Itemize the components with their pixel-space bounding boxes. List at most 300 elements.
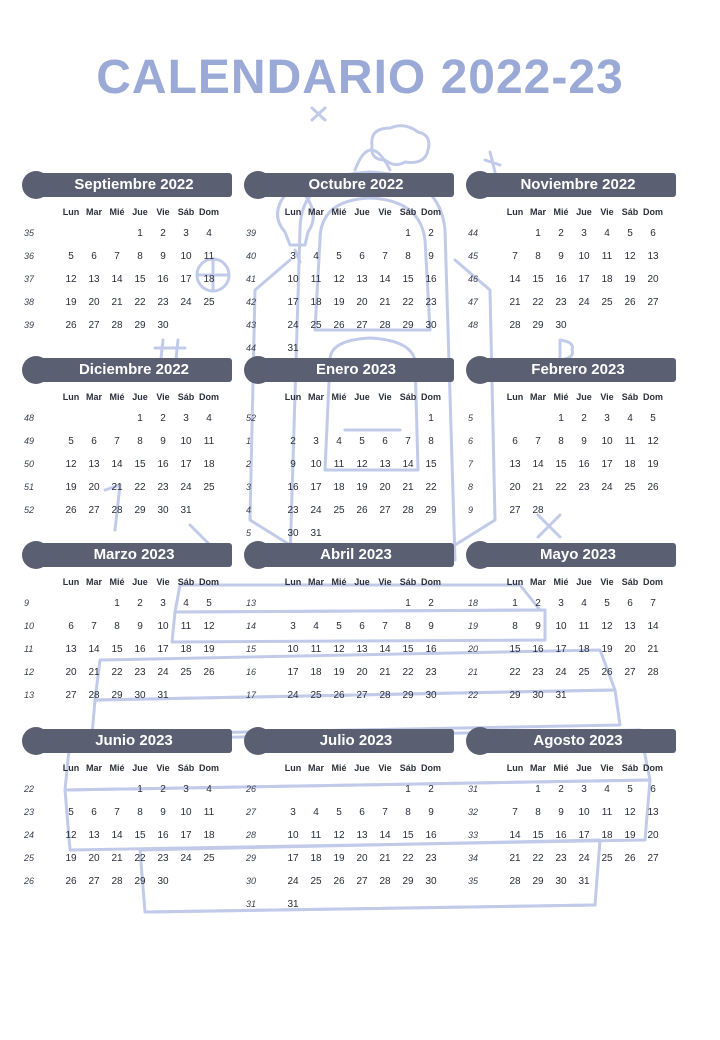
month-circle-marker bbox=[466, 171, 494, 199]
weekday-label: Vie bbox=[156, 577, 170, 587]
week-number: 35 bbox=[24, 228, 35, 238]
day-cell: 15 bbox=[111, 644, 123, 655]
day-cell: 6 bbox=[359, 251, 365, 262]
day-cell: 3 bbox=[183, 228, 189, 239]
day-cell: 10 bbox=[555, 621, 567, 632]
week-number: 52 bbox=[246, 413, 257, 423]
weekday-label: Lun bbox=[284, 763, 302, 773]
day-cell: 8 bbox=[137, 251, 143, 262]
month-block bbox=[22, 173, 234, 343]
day-cell: 2 bbox=[428, 784, 434, 795]
day-cell: 1 bbox=[405, 228, 411, 239]
day-cell: 23 bbox=[157, 853, 169, 864]
month-block bbox=[466, 543, 678, 713]
day-cell: 4 bbox=[581, 598, 587, 609]
day-cell: 18 bbox=[578, 644, 590, 655]
day-cell: 16 bbox=[157, 830, 169, 841]
day-cell: 10 bbox=[287, 274, 299, 285]
week-number: 48 bbox=[468, 320, 479, 330]
day-cell: 4 bbox=[336, 436, 342, 447]
day-cell: 28 bbox=[647, 667, 659, 678]
day-cell: 15 bbox=[402, 644, 414, 655]
day-cell: 19 bbox=[356, 482, 368, 493]
day-cell: 5 bbox=[336, 251, 342, 262]
week-number: 22 bbox=[468, 690, 479, 700]
weekday-label: Lun bbox=[284, 577, 302, 587]
day-cell: 7 bbox=[382, 807, 388, 818]
day-cell: 9 bbox=[581, 436, 587, 447]
day-cell: 23 bbox=[287, 505, 299, 516]
day-cell: 28 bbox=[379, 320, 391, 331]
day-cell: 30 bbox=[555, 320, 567, 331]
day-cell: 12 bbox=[333, 274, 345, 285]
day-cell: 8 bbox=[512, 621, 518, 632]
month-circle-marker bbox=[22, 727, 50, 755]
month-block bbox=[466, 173, 678, 343]
brain-sketch bbox=[372, 126, 429, 165]
day-cell: 18 bbox=[333, 482, 345, 493]
day-cell: 11 bbox=[333, 459, 345, 470]
day-cell: 21 bbox=[88, 667, 100, 678]
day-cell: 19 bbox=[65, 482, 77, 493]
day-cell: 14 bbox=[111, 830, 123, 841]
weekday-label: Sáb bbox=[177, 207, 195, 217]
day-cell: 13 bbox=[88, 830, 100, 841]
day-cell: 24 bbox=[287, 876, 299, 887]
day-cell: 12 bbox=[333, 830, 345, 841]
month-name: Diciembre 2022 bbox=[78, 361, 190, 378]
day-cell: 1 bbox=[405, 598, 411, 609]
day-cell: 24 bbox=[287, 320, 299, 331]
weekday-label: Lun bbox=[62, 207, 80, 217]
day-cell: 15 bbox=[425, 459, 437, 470]
day-cell: 16 bbox=[532, 644, 544, 655]
day-cell: 25 bbox=[578, 667, 590, 678]
day-cell: 3 bbox=[183, 784, 189, 795]
day-cell: 7 bbox=[535, 436, 541, 447]
month-header bbox=[36, 729, 232, 753]
day-cell: 21 bbox=[111, 297, 123, 308]
day-cell: 30 bbox=[425, 320, 437, 331]
month-name: Junio 2023 bbox=[95, 732, 173, 749]
day-cell: 12 bbox=[333, 644, 345, 655]
day-cell: 24 bbox=[601, 482, 613, 493]
day-cell: 2 bbox=[558, 228, 564, 239]
day-cell: 7 bbox=[650, 598, 656, 609]
day-cell: 3 bbox=[290, 807, 296, 818]
day-cell: 5 bbox=[336, 621, 342, 632]
day-cell: 9 bbox=[160, 807, 166, 818]
day-cell: 27 bbox=[509, 505, 521, 516]
week-number: 2 bbox=[246, 459, 252, 469]
week-number: 30 bbox=[246, 876, 257, 886]
week-number: 3 bbox=[246, 482, 252, 492]
month-name: Febrero 2023 bbox=[531, 361, 625, 378]
weekday-label: Sáb bbox=[399, 207, 417, 217]
day-cell: 25 bbox=[310, 876, 322, 887]
week-number: 22 bbox=[24, 784, 35, 794]
day-cell: 23 bbox=[532, 667, 544, 678]
day-cell: 10 bbox=[157, 621, 169, 632]
day-cell: 22 bbox=[555, 482, 567, 493]
day-cell: 25 bbox=[624, 482, 636, 493]
day-cell: 2 bbox=[137, 598, 143, 609]
day-cell: 16 bbox=[157, 459, 169, 470]
day-cell: 24 bbox=[578, 297, 590, 308]
day-cell: 2 bbox=[581, 413, 587, 424]
day-cell: 9 bbox=[160, 436, 166, 447]
week-number: 40 bbox=[246, 251, 257, 261]
day-cell: 6 bbox=[91, 436, 97, 447]
day-cell: 13 bbox=[379, 459, 391, 470]
day-cell: 12 bbox=[65, 274, 77, 285]
day-cell: 25 bbox=[601, 297, 613, 308]
week-number: 13 bbox=[246, 598, 257, 608]
day-cell: 24 bbox=[180, 482, 192, 493]
day-cell: 8 bbox=[535, 251, 541, 262]
weekday-label: Mar bbox=[85, 763, 102, 773]
week-number: 5 bbox=[246, 528, 252, 538]
week-number: 32 bbox=[468, 807, 479, 817]
day-cell: 29 bbox=[402, 320, 414, 331]
day-cell: 7 bbox=[382, 621, 388, 632]
weekday-label: Sáb bbox=[621, 392, 639, 402]
weekday-label: Sáb bbox=[177, 392, 195, 402]
week-number: 33 bbox=[468, 830, 479, 840]
day-cell: 11 bbox=[203, 436, 215, 447]
month-header bbox=[480, 543, 676, 567]
weekday-label: Vie bbox=[600, 207, 614, 217]
weekday-label: Mié bbox=[553, 392, 569, 402]
day-cell: 23 bbox=[425, 853, 437, 864]
day-cell: 4 bbox=[313, 807, 319, 818]
week-number: 5 bbox=[468, 413, 474, 423]
day-cell: 13 bbox=[356, 644, 368, 655]
weekday-label: Dom bbox=[421, 207, 441, 217]
day-cell: 30 bbox=[425, 690, 437, 701]
month-block bbox=[244, 543, 456, 713]
day-cell: 23 bbox=[157, 297, 169, 308]
day-cell: 19 bbox=[624, 830, 636, 841]
weekday-label: Jue bbox=[354, 207, 370, 217]
weekday-label: Jue bbox=[354, 577, 370, 587]
week-number: 26 bbox=[24, 876, 35, 886]
weekday-label: Mié bbox=[553, 577, 569, 587]
week-number: 27 bbox=[246, 807, 257, 817]
day-cell: 5 bbox=[206, 598, 212, 609]
month-circle-marker bbox=[22, 356, 50, 384]
day-cell: 15 bbox=[134, 274, 146, 285]
day-cell: 5 bbox=[627, 228, 633, 239]
day-cell: 21 bbox=[111, 482, 123, 493]
day-cell: 30 bbox=[532, 690, 544, 701]
weekday-label: Dom bbox=[643, 763, 663, 773]
day-cell: 9 bbox=[290, 459, 296, 470]
day-cell: 20 bbox=[88, 297, 100, 308]
day-cell: 3 bbox=[290, 251, 296, 262]
weekday-label: Mar bbox=[307, 392, 324, 402]
day-cell: 12 bbox=[65, 830, 77, 841]
day-cell: 7 bbox=[382, 251, 388, 262]
day-cell: 11 bbox=[310, 830, 322, 841]
day-cell: 1 bbox=[512, 598, 518, 609]
month-circle-marker bbox=[466, 727, 494, 755]
day-cell: 11 bbox=[601, 251, 613, 262]
day-cell: 25 bbox=[310, 690, 322, 701]
day-cell: 17 bbox=[287, 297, 299, 308]
day-cell: 25 bbox=[180, 667, 192, 678]
month-header bbox=[36, 543, 232, 567]
day-cell: 28 bbox=[111, 876, 123, 887]
day-cell: 29 bbox=[509, 690, 521, 701]
month-name: Julio 2023 bbox=[319, 732, 393, 749]
day-cell: 9 bbox=[428, 807, 434, 818]
week-number: 44 bbox=[468, 228, 479, 238]
day-cell: 8 bbox=[405, 621, 411, 632]
week-number: 23 bbox=[24, 807, 35, 817]
day-cell: 29 bbox=[532, 876, 544, 887]
week-number: 45 bbox=[468, 251, 479, 261]
day-cell: 30 bbox=[287, 528, 299, 539]
day-cell: 11 bbox=[310, 644, 322, 655]
day-cell: 29 bbox=[425, 505, 437, 516]
day-cell: 13 bbox=[65, 644, 77, 655]
day-cell: 23 bbox=[555, 297, 567, 308]
weekday-label: Sáb bbox=[621, 763, 639, 773]
day-cell: 9 bbox=[428, 251, 434, 262]
day-cell: 2 bbox=[428, 228, 434, 239]
day-cell: 4 bbox=[604, 228, 610, 239]
month-header bbox=[258, 543, 454, 567]
weekday-label: Jue bbox=[132, 392, 148, 402]
day-cell: 16 bbox=[287, 482, 299, 493]
day-cell: 20 bbox=[88, 482, 100, 493]
day-cell: 2 bbox=[428, 598, 434, 609]
day-cell: 20 bbox=[356, 667, 368, 678]
weekday-label: Mié bbox=[109, 207, 125, 217]
month-circle-marker bbox=[244, 171, 272, 199]
day-cell: 14 bbox=[532, 459, 544, 470]
day-cell: 10 bbox=[578, 251, 590, 262]
weekday-label: Sáb bbox=[177, 763, 195, 773]
day-cell: 26 bbox=[647, 482, 659, 493]
day-cell: 22 bbox=[532, 297, 544, 308]
day-cell: 20 bbox=[647, 274, 659, 285]
day-cell: 26 bbox=[624, 853, 636, 864]
day-cell: 12 bbox=[647, 436, 659, 447]
day-cell: 8 bbox=[558, 436, 564, 447]
day-cell: 17 bbox=[157, 644, 169, 655]
weekday-label: Lun bbox=[506, 763, 524, 773]
week-number: 6 bbox=[468, 436, 474, 446]
day-cell: 5 bbox=[68, 251, 74, 262]
weekday-label: Vie bbox=[156, 207, 170, 217]
day-cell: 17 bbox=[601, 459, 613, 470]
day-cell: 8 bbox=[114, 621, 120, 632]
weekday-label: Mié bbox=[109, 763, 125, 773]
day-cell: 22 bbox=[402, 297, 414, 308]
day-cell: 13 bbox=[647, 807, 659, 818]
day-cell: 15 bbox=[402, 830, 414, 841]
weekday-label: Sáb bbox=[177, 577, 195, 587]
day-cell: 8 bbox=[428, 436, 434, 447]
day-cell: 10 bbox=[287, 644, 299, 655]
week-number: 16 bbox=[246, 667, 257, 677]
day-cell: 11 bbox=[601, 807, 613, 818]
day-cell: 19 bbox=[333, 667, 345, 678]
day-cell: 1 bbox=[535, 228, 541, 239]
day-cell: 6 bbox=[627, 598, 633, 609]
day-cell: 3 bbox=[581, 228, 587, 239]
week-number: 29 bbox=[246, 853, 257, 863]
day-cell: 30 bbox=[157, 876, 169, 887]
day-cell: 12 bbox=[65, 459, 77, 470]
day-cell: 15 bbox=[532, 830, 544, 841]
day-cell: 1 bbox=[114, 598, 120, 609]
day-cell: 14 bbox=[111, 459, 123, 470]
weekday-label: Jue bbox=[354, 392, 370, 402]
month-block bbox=[244, 173, 456, 354]
weekday-label: Mié bbox=[553, 207, 569, 217]
weekday-label: Vie bbox=[600, 392, 614, 402]
weekday-label: Jue bbox=[576, 392, 592, 402]
month-header bbox=[480, 358, 676, 382]
month-circle-marker bbox=[244, 541, 272, 569]
day-cell: 16 bbox=[157, 274, 169, 285]
day-cell: 29 bbox=[111, 690, 123, 701]
week-number: 26 bbox=[246, 784, 257, 794]
weekday-label: Dom bbox=[643, 392, 663, 402]
day-cell: 2 bbox=[160, 784, 166, 795]
day-cell: 18 bbox=[180, 644, 192, 655]
day-cell: 23 bbox=[555, 853, 567, 864]
day-cell: 13 bbox=[509, 459, 521, 470]
weekday-label: Dom bbox=[421, 763, 441, 773]
day-cell: 27 bbox=[88, 505, 100, 516]
week-number: 47 bbox=[468, 297, 479, 307]
weekday-label: Vie bbox=[600, 763, 614, 773]
day-cell: 31 bbox=[287, 343, 299, 354]
weekday-label: Vie bbox=[600, 577, 614, 587]
day-cell: 17 bbox=[287, 667, 299, 678]
day-cell: 20 bbox=[65, 667, 77, 678]
day-cell: 13 bbox=[88, 274, 100, 285]
weekday-label: Mar bbox=[529, 207, 546, 217]
day-cell: 2 bbox=[558, 784, 564, 795]
day-cell: 4 bbox=[313, 621, 319, 632]
day-cell: 29 bbox=[532, 320, 544, 331]
week-number: 25 bbox=[24, 853, 35, 863]
day-cell: 11 bbox=[624, 436, 636, 447]
month-block bbox=[466, 729, 678, 899]
month-name: Abril 2023 bbox=[320, 546, 392, 563]
month-name: Noviembre 2022 bbox=[520, 176, 636, 193]
day-cell: 8 bbox=[405, 251, 411, 262]
day-cell: 3 bbox=[604, 413, 610, 424]
day-cell: 19 bbox=[647, 459, 659, 470]
day-cell: 20 bbox=[356, 853, 368, 864]
day-cell: 10 bbox=[287, 830, 299, 841]
day-cell: 9 bbox=[558, 251, 564, 262]
week-number: 49 bbox=[24, 436, 35, 446]
day-cell: 19 bbox=[601, 644, 613, 655]
week-number: 8 bbox=[468, 482, 474, 492]
month-name: Mayo 2023 bbox=[540, 546, 616, 563]
day-cell: 31 bbox=[287, 899, 299, 910]
month-header bbox=[36, 173, 232, 197]
day-cell: 8 bbox=[405, 807, 411, 818]
day-cell: 24 bbox=[555, 667, 567, 678]
month-name: Agosto 2023 bbox=[533, 732, 623, 749]
day-cell: 8 bbox=[137, 436, 143, 447]
day-cell: 4 bbox=[313, 251, 319, 262]
weekday-label: Mar bbox=[85, 207, 102, 217]
day-cell: 14 bbox=[111, 274, 123, 285]
weekday-label: Vie bbox=[378, 392, 392, 402]
day-cell: 18 bbox=[310, 667, 322, 678]
weekday-label: Dom bbox=[643, 207, 663, 217]
day-cell: 24 bbox=[310, 505, 322, 516]
day-cell: 22 bbox=[402, 853, 414, 864]
day-cell: 20 bbox=[624, 644, 636, 655]
day-cell: 18 bbox=[203, 274, 215, 285]
day-cell: 27 bbox=[647, 853, 659, 864]
day-cell: 31 bbox=[180, 505, 192, 516]
weekday-label: Mié bbox=[331, 763, 347, 773]
day-cell: 2 bbox=[290, 436, 296, 447]
day-cell: 14 bbox=[402, 459, 414, 470]
weekday-label: Mié bbox=[109, 577, 125, 587]
day-cell: 16 bbox=[555, 830, 567, 841]
week-number: 38 bbox=[24, 297, 35, 307]
day-cell: 21 bbox=[379, 297, 391, 308]
weekday-label: Mar bbox=[85, 577, 102, 587]
day-cell: 15 bbox=[555, 459, 567, 470]
day-cell: 9 bbox=[535, 621, 541, 632]
weekday-label: Lun bbox=[284, 392, 302, 402]
day-cell: 28 bbox=[111, 505, 123, 516]
day-cell: 27 bbox=[88, 876, 100, 887]
day-cell: 17 bbox=[180, 459, 192, 470]
weekday-label: Sáb bbox=[399, 392, 417, 402]
day-cell: 15 bbox=[532, 274, 544, 285]
weekday-label: Vie bbox=[378, 207, 392, 217]
day-cell: 11 bbox=[310, 274, 322, 285]
day-cell: 7 bbox=[512, 251, 518, 262]
day-cell: 10 bbox=[180, 251, 192, 262]
month-block bbox=[22, 543, 234, 713]
day-cell: 18 bbox=[601, 830, 613, 841]
day-cell: 30 bbox=[134, 690, 146, 701]
day-cell: 17 bbox=[287, 853, 299, 864]
day-cell: 6 bbox=[512, 436, 518, 447]
week-number: 48 bbox=[24, 413, 35, 423]
day-cell: 28 bbox=[402, 505, 414, 516]
day-cell: 10 bbox=[601, 436, 613, 447]
weekday-label: Lun bbox=[62, 763, 80, 773]
day-cell: 21 bbox=[379, 853, 391, 864]
day-cell: 7 bbox=[512, 807, 518, 818]
month-header bbox=[36, 358, 232, 382]
week-number: 7 bbox=[468, 459, 474, 469]
day-cell: 12 bbox=[624, 251, 636, 262]
week-number: 31 bbox=[246, 899, 257, 909]
day-cell: 6 bbox=[68, 621, 74, 632]
day-cell: 28 bbox=[509, 876, 521, 887]
day-cell: 7 bbox=[405, 436, 411, 447]
day-cell: 16 bbox=[425, 644, 437, 655]
day-cell: 21 bbox=[509, 297, 521, 308]
